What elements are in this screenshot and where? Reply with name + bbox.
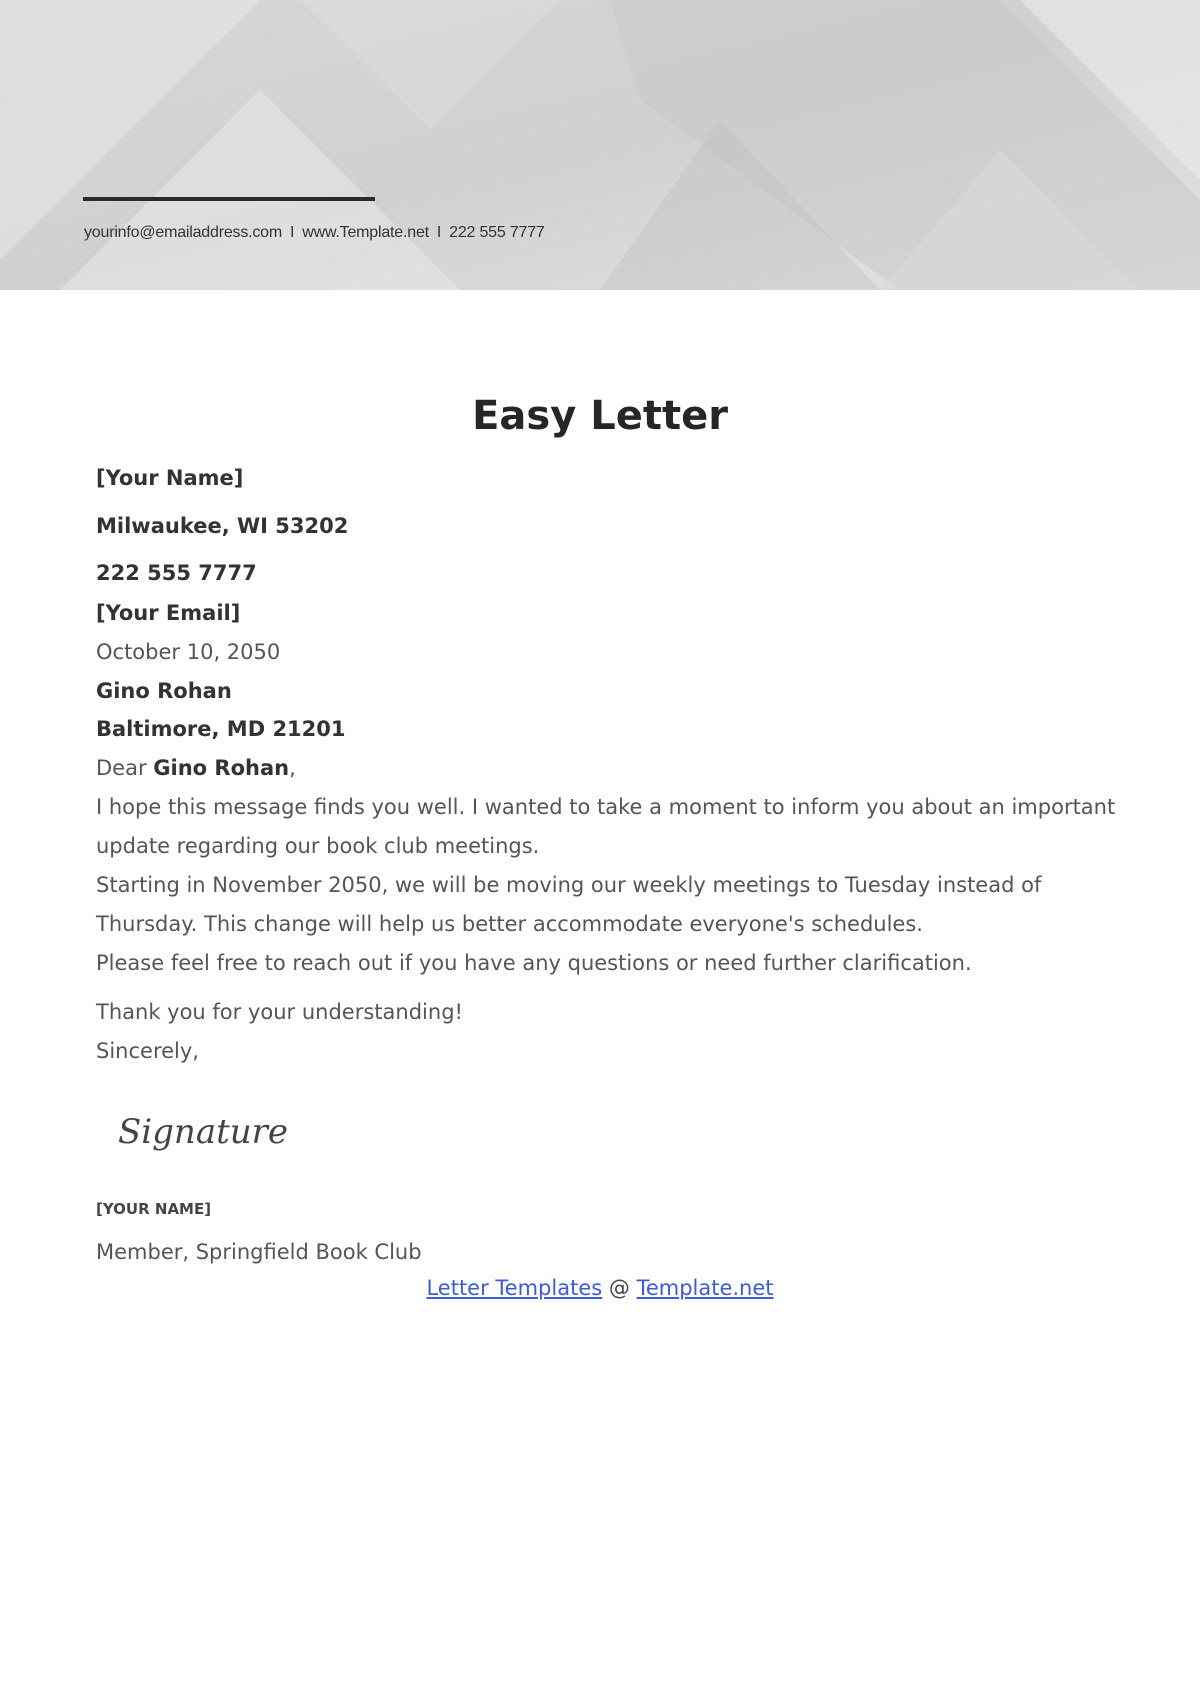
body-line: Starting in November 2050, we will be moving our weekly meetings to Tuesday instead of (96, 873, 1042, 897)
sender-email: [Your Email] (96, 601, 241, 625)
salutation (96, 756, 296, 780)
sender-phone: 222 555 7777 (96, 561, 257, 585)
footer-at: @ (608, 1276, 630, 1300)
signature-image: Signature (118, 1112, 289, 1152)
header-separator: I (290, 224, 295, 241)
body-line: Please feel free to reach out if you have any questions or need further clarification. (96, 951, 972, 975)
letter-title: Easy Letter (472, 393, 728, 439)
letter-date: October 10, 2050 (96, 640, 281, 664)
letter-templates-link[interactable]: Letter Templates (426, 1276, 603, 1300)
header-background-pattern (0, 0, 1200, 290)
header-email: yourinfo@emailaddress.com (84, 224, 282, 241)
recipient-city: Baltimore, MD 21201 (96, 717, 346, 741)
thanks-line: Thank you for your understanding! (96, 1000, 463, 1024)
body-line: Thursday. This change will help us better accommodate everyone's schedules. (96, 912, 923, 936)
body-line: I hope this message finds you well. I wanted to take a moment to inform you about an important (96, 795, 1116, 819)
body-line: update regarding our book club meetings. (96, 834, 540, 858)
salutation-prefix: Dear (96, 756, 147, 780)
salutation-name: Gino Rohan (153, 756, 290, 780)
template-net-link[interactable]: Template.net (636, 1276, 774, 1300)
signer-title: Member, Springfield Book Club (96, 1240, 422, 1264)
signer-name: [YOUR NAME] (96, 1200, 212, 1218)
header-rule (83, 197, 375, 201)
sender-name: [Your Name] (96, 466, 244, 490)
header-separator: I (436, 224, 442, 241)
recipient-name: Gino Rohan (96, 679, 232, 703)
header-website: www.Template.net (302, 224, 429, 241)
salutation-suffix: , (289, 756, 296, 780)
header-contact-line (84, 224, 545, 242)
header-banner (0, 0, 1200, 290)
header-phone: 222 555 7777 (449, 224, 545, 241)
sender-city: Milwaukee, WI 53202 (96, 514, 349, 538)
closing-line: Sincerely, (96, 1039, 199, 1063)
footer-links (0, 1276, 1200, 1300)
